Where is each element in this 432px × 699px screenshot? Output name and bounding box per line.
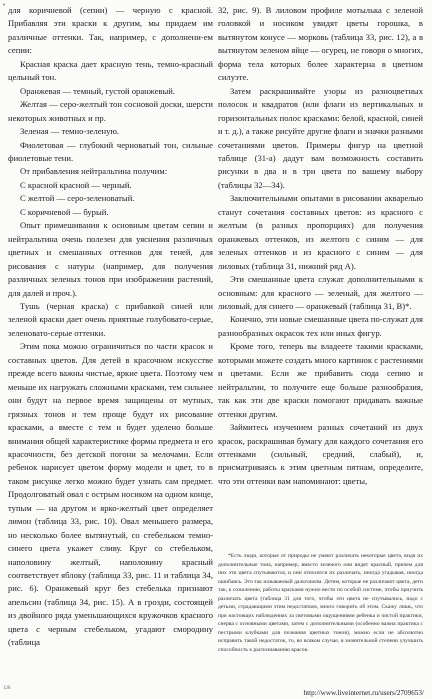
paragraph: для коричневой (сепии) — черную с красной. Прибавляя эти краски к другим, мы придаем им различные оттенки. Так, например, с дополнени-ем сепии:	[8, 5, 213, 56]
paragraph: От прибавления нейтральтина получим:	[20, 166, 168, 177]
page-number: 128	[3, 686, 11, 691]
footnote	[218, 552, 423, 655]
paragraph: 32, рис. 9). В лиловом профиле мотылька с зеленой головкой и носиком увидят цветы горошка, в вытянутом конусе — морковь (таблица 33, рис. 12), а в вытянутом зеленом яйце — огурец, не говоря о многих, форма тела которых более характерна в цветном силуэте.	[218, 5, 423, 83]
paragraph: С красной красной — черный.	[20, 179, 132, 190]
paragraph: С коричневой — бурый.	[20, 206, 109, 217]
paragraph: Эти смешанные цвета служат дополнительными к основным: для красного — зеленый, для желтого — лиловый, для синего — оранжевый (таблица 31, В)*.	[218, 274, 423, 311]
paragraph: Красная краска дает красную тень, темно-красный цельный тон.	[8, 58, 213, 83]
paragraph: Конечно, эти новые смешанные цвета по-служат для разнообразных окрасок тех или иных фигур.	[218, 314, 423, 338]
paragraph: Желтая — серо-желтый тон сосновой доски, шерсти некоторых животных и пр.	[8, 99, 213, 123]
paragraph: Зеленая — темно-зеленую.	[20, 126, 120, 137]
paragraph: Заключительными опытами в рисовании акварелью станут сочетания составных цветов: из красного с желтым (в разных пропорциях) для получения оранжевых оттенков, из желтого с синим — для зеленых оттенков и из красного с синим — для лиловых (таблица 31, нижний ряд А).	[218, 193, 423, 271]
paragraph: С желтой — серо-зеленоватый.	[20, 193, 135, 204]
paragraph: Фиолетовая — глубокий черноватый тон, сильные фиолетовые тени.	[8, 139, 213, 163]
paragraph: Затем раскрашивайте узоры из разноцветных полосок и квадратов (или флаги из вертикальных и горизонтальных полос красками: белой, красной, синей и т. д.), а также рисуйте другие флаги и значки разными сочетаниями цветов. Примеры фигур на цветной таблице (31-а) дадут вам возможность составить рисунки в два и в три цвета по вашему выбору (таблицы 32—34).	[218, 85, 423, 190]
footnote-text: *Есть люди, которые от природы не умеют различать некоторые цвета, видя их дополнительные тона, например, вместо зеленого они видят красный, причем для них эти цвета спутываются, и они относятся их различать, иногда угадывая, иногда ошибаясь. Это так называемый дальтонизм. Детям, которые не различают цвета, дети так, к сожалению, работы красками нужно вести по особой системе, чтобы приучить различать цвета (таблица 31 для того, чтобы эти цвета не спутывались, надо с детьми, страдающими этим недостатком, много говорить об этом. Скажу лишь, что при настоящих наблюдениях за световыми ощущениями ребенка и чистой практики, снерва с основными цветами, затем с дополнительными (особенно важна практика с пестрыми клубками для познания цветных тонов), можно если не абсолютно исправить такой недостаток, то, во всяком случае, в значительной степени улучшить способность к распознаванию красок.	[218, 553, 423, 654]
paragraph: Тушь (черная краска) с прибавкой синей или зеленой краски дает очень приятные голубовато-серые, зеленовато-серые оттенки.	[8, 300, 213, 338]
paragraph: Займитесь изучением разных сочетаний из двух красок, раскрашивая бумагу для каждого сочетания его оттенками (сильный, средний, слабый), и, присматриваясь к этим цветным пятнам, определите, что эти оттенки вам напоминают: цветы,	[218, 422, 423, 486]
source-url[interactable]: http://www.liveinternet.ru/users/2709653/	[303, 689, 424, 697]
paragraph: Кроме того, теперь вы владеете такими красками, которыми можете создать много картинок с растениями и цветами. Если же прибавить сюда сепию и нейтральтин, то получите еще больше разнообразия, так как эти две краски помогают придавать важные оттенки другим.	[218, 341, 423, 419]
paragraph: Этим пока можно ограничиться по части красок и составных цветов. Для детей в красочном искусстве прежде всего важны чистые, яркие цвета. Поэтому чем меньше их нагружать сложными красками, тем сильнее они будут на первое время защищены от мутных, грязных тонов и тем проще будут их рисование красками, а вместе с тем и будет уделено больше внимания общей характеристике формы предмета и его красочности, без детской погони за мелочами. Если ребенок нарисует цветом форму модели и цвет, то в таком рисунке легко можно будет узнать сам предмет. Продолговатый овал с острым носиком на одном конце, тупым — на другом и ярко-желтый цвет определяет лимон (таблица 33, рис. 10). Овал меньшего размера, но несколько более вытянутый, со стебельком темно-синего цвета укажет сливу. Круг со стебельком, наполовину желтый, наполовину красный соответствует яблоку (таблица 33, рис. 11 и таблица 34, рис. 6). Оранжевый круг без стебелька признают апельсин (таблица 34, рис. 15). А в грозди, состоящей из двойного ряда уменьшающихся кружочков красного цвета с черным стебельком, угадают смородину (таблица	[8, 341, 213, 648]
paragraph: Оранжевая — темный, густой оранжевый.	[20, 85, 175, 96]
right-text-column	[218, 4, 423, 488]
left-text-column	[8, 4, 213, 650]
corner-mark: ᵒ	[3, 3, 5, 9]
paragraph: Опыт примешивания к основным цветам сепии и нейтральтина очень полезен для уяснения различных цветных и смешанных оттенков для теней, для рисования с натуры (например, для получения различных зеленых тонов при изображении растений, для далей и проч.).	[8, 220, 213, 298]
